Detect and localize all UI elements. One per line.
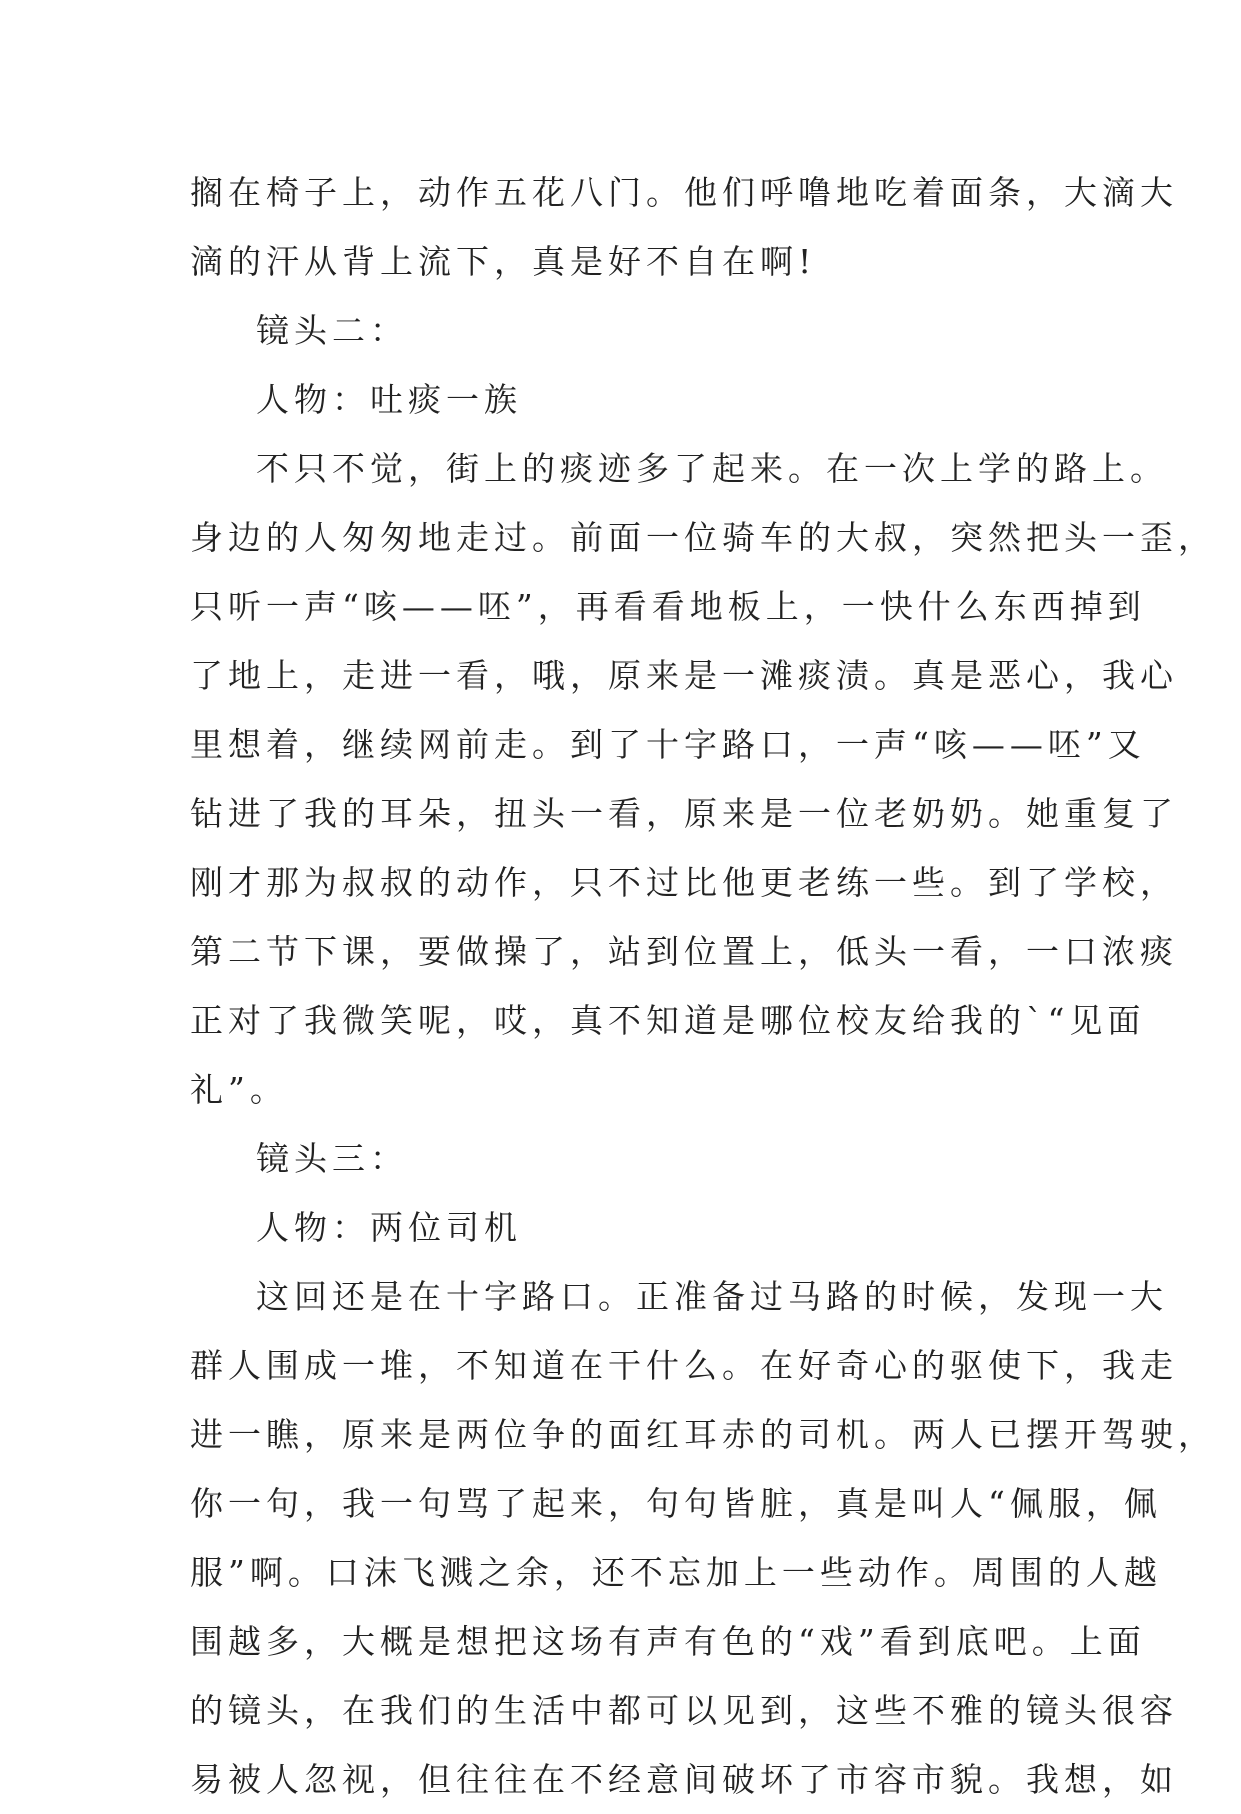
text-line: 镜头三： xyxy=(256,1139,408,1178)
text-line: 正对了我微笑呢，哎，真不知道是哪位校友给我的`“见面 xyxy=(190,1001,1146,1040)
text-line: 服”啊。口沫飞溅之余，还不忘加上一些动作。周围的人越 xyxy=(190,1553,1162,1592)
text-line: 人物：吐痰一族 xyxy=(256,380,522,419)
character-label xyxy=(190,365,1070,434)
text-line: 镜头二： xyxy=(256,311,408,350)
paragraph xyxy=(190,434,1168,503)
text-line: 人物：两位司机 xyxy=(256,1208,522,1247)
text-line: 只听一声“咳——呸”，再看看地板上，一快什么东西掉到 xyxy=(190,587,1146,626)
text-line: 不只不觉，街上的痰迹多了起来。在一次上学的路上。 xyxy=(256,449,1168,488)
text-line: 第二节下课，要做操了，站到位置上，低头一看，一口浓痰 xyxy=(190,932,1178,971)
text-line: 群人围成一堆，不知道在干什么。在好奇心的驱使下，我走 xyxy=(190,1346,1178,1385)
character-label xyxy=(190,1193,1070,1262)
paragraph xyxy=(190,1331,1216,1814)
paragraph xyxy=(190,1262,1168,1331)
text-line: 钻进了我的耳朵，扭头一看，原来是一位老奶奶。她重复了 xyxy=(190,794,1178,833)
body-text xyxy=(190,158,1216,1814)
text-line: 里想着，继续网前走。到了十字路口，一声“咳——呸”又 xyxy=(190,725,1146,764)
text-line: 了地上，走进一看，哦，原来是一滩痰渍。真是恶心，我心 xyxy=(190,656,1178,695)
text-line: 搁在椅子上，动作五花八门。他们呼噜地吃着面条，大滴大 xyxy=(190,173,1178,212)
section-heading xyxy=(190,1124,1070,1193)
text-line: 刚才那为叔叔的动作，只不过比他更老练一些。到了学校， xyxy=(190,863,1178,902)
paragraph xyxy=(190,503,1216,1124)
text-line: 进一瞧，原来是两位争的面红耳赤的司机。两人已摆开驾驶， xyxy=(190,1415,1216,1454)
text-line: 这回还是在十字路口。正准备过马路的时候，发现一大 xyxy=(256,1277,1168,1316)
text-line: 身边的人匆匆地走过。前面一位骑车的大叔，突然把头一歪， xyxy=(190,518,1216,557)
text-line: 滴的汗从背上流下，真是好不自在啊! xyxy=(190,242,817,281)
text-line: 围越多，大概是想把这场有声有色的“戏”看到底吧。上面 xyxy=(190,1622,1146,1661)
text-line: 的镜头，在我们的生活中都可以见到，这些不雅的镜头很容 xyxy=(190,1691,1178,1730)
text-line: 礼”。 xyxy=(190,1070,288,1109)
text-line: 易被人忽视，但往往在不经意间破坏了市容市貌。我想，如 xyxy=(190,1760,1178,1799)
text-line: 你一句，我一句骂了起来，句句皆脏，真是叫人“佩服，佩 xyxy=(190,1484,1162,1523)
section-heading xyxy=(190,296,1070,365)
paragraph xyxy=(190,158,1178,296)
